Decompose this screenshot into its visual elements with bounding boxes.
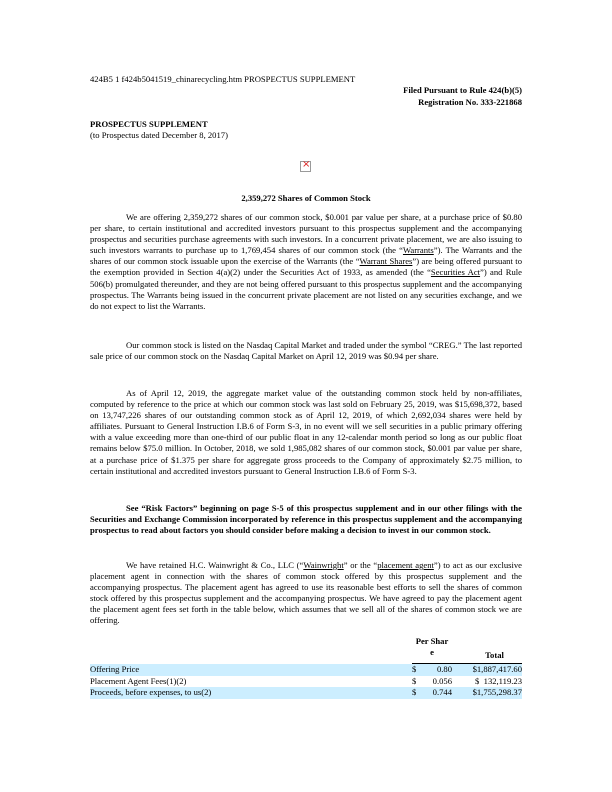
broken-image-icon (300, 161, 311, 172)
text-run: We have retained H.C. Wainwright & Co., LLC (“ (126, 560, 304, 570)
paragraph-listing: Our common stock is listed on the Nasdaq Capital Market and traded under the symbol “CREG.” The last reported sale price of our common stock on the Nasdaq Capital Market on April 12, 2019 was $0.94 per share. (90, 340, 522, 362)
table-row (90, 664, 522, 676)
paragraph-placement-agent (90, 560, 522, 627)
dollar-sign: $ (412, 664, 417, 674)
per-share-value: 0.744 (432, 687, 452, 697)
text-run: ” or the “ (343, 560, 378, 570)
defined-term-securities-act: Securities Act (430, 267, 481, 278)
total-value: $ 132,119.23 (475, 675, 522, 686)
text-run: ”). The Warrants and the shares of our common stock issuable upon the exercise of the Warrants (the “ (90, 245, 522, 267)
row-label: Proceeds, before expenses, to us(2) (90, 687, 212, 697)
row-label: Placement Agent Fees(1)(2) (90, 675, 187, 686)
supplement-heading (90, 119, 228, 141)
col-per-share-header (412, 636, 452, 658)
defined-term-placement-agent: placement agent (377, 560, 434, 570)
total-value: $1,755,298.37 (472, 687, 522, 697)
fee-table-header (90, 636, 522, 664)
fee-table (90, 636, 522, 699)
text-run: ”) and Rule 506(b) promulgated thereunder, and they are not being offered pursuant to this prospectus supplement and the accompanying prospectus. The Warrants being issued in the concurrent private placement are not listed on any securities exchange, and we do not expect to list the Warrants. (90, 267, 522, 311)
table-row (90, 676, 522, 688)
supplement-subtitle: (to Prospectus dated December 8, 2017) (90, 130, 228, 140)
registration-line: Registration No. 333-221868 (418, 96, 522, 107)
paragraph-market-value: As of April 12, 2019, the aggregate market value of the outstanding common stock held by non-affiliates, computed by reference to the price at which our common stock was last sold on February 25, 2019, was $15,698,372, based on 13,747,226 shares of our outstanding common stock as of April 12, 2019, of which 2,692,034 shares were held by affiliates. Pursuant to General Instruction I.B.6 of Form S-3, in no event will we sell securities in a public primary offering with a value exceeding more than one-third of our public float in any 12-calendar month period so long as our public float remains below $75.0 million. In October, 2018, we sold 1,985,082 shares of our common stock, $0.001 par value per share, at a purchase price of $1.375 per share for aggregate gross proceeds to the Company of approximately $2.75 million, to certain institutional and accredited investors pursuant to General Instruction I.B.6 of Form S-3. (90, 388, 522, 476)
filed-pursuant-line: Filed Pursuant to Rule 424(b)(5) (403, 85, 522, 95)
filing-info (403, 85, 522, 108)
defined-term-wainwright: Wainwright (303, 560, 344, 570)
col-per-share-line2: e (430, 647, 434, 657)
supplement-title: PROSPECTUS SUPPLEMENT (90, 119, 208, 129)
per-share-value: 0.056 (432, 675, 452, 686)
paragraph-risk-factors: See “Risk Factors” beginning on page S-5 of this prospectus supplement and in our other filings with the Securities and Exchange Commission incorporated by reference in this prospectus supplement and the accompanying prospectus to read about factors you should consider before making a decision to invest in our common stock. (90, 503, 522, 536)
table-row (90, 687, 522, 699)
dollar-sign: $ (412, 687, 417, 697)
text-run: We are offering 2,359,272 shares of our common stock, $0.001 par value per share, at a purchase price of $0.80 per share, to certain institutional and accredited investors pursuant to this prospectus supplement and the accompanying prospectus and securities purchase agreements with such investors. In a concurrent private placement, we are also issuing to such investors warrants to purchase up to 1,769,454 shares of our common stock (the “ (90, 212, 522, 256)
dollar-sign: $ (412, 675, 417, 686)
offering-title: 2,359,272 Shares of Common Stock (241, 193, 371, 203)
col-per-share-line1: Per Shar (415, 636, 449, 646)
total-value: $1,887,417.60 (472, 664, 522, 674)
per-share-value: 0.80 (436, 664, 452, 674)
defined-term-warrants: Warrants (402, 245, 434, 256)
text-run: ”) are being offered pursuant to the exemption provided in Section 4(a)(2) under the Securities Act of 1933, as amended (the “ (90, 256, 522, 278)
file-line: 424B5 1 f424b5041519_chinarecycling.htm PROSPECTUS SUPPLEMENT (90, 74, 356, 84)
col-total-header: Total (485, 650, 504, 660)
row-label: Offering Price (90, 664, 140, 674)
defined-term-warrant-shares: Warrant Shares (359, 256, 413, 267)
paragraph-offering (90, 212, 522, 312)
text-run: ”) to act as our exclusive placement agent in connection with the shares of common stock offered by this prospectus supplement and the accompanying prospectus. The placement agent has agreed to use its reasonable best efforts to sell the shares of common stock offered by this prospectus supplement and the accompanying prospectus. We have agreed to pay the placement agent the placement agent fees set forth in the table below, which assumes that we sell all of the shares of common stock we are offering. (90, 560, 522, 626)
